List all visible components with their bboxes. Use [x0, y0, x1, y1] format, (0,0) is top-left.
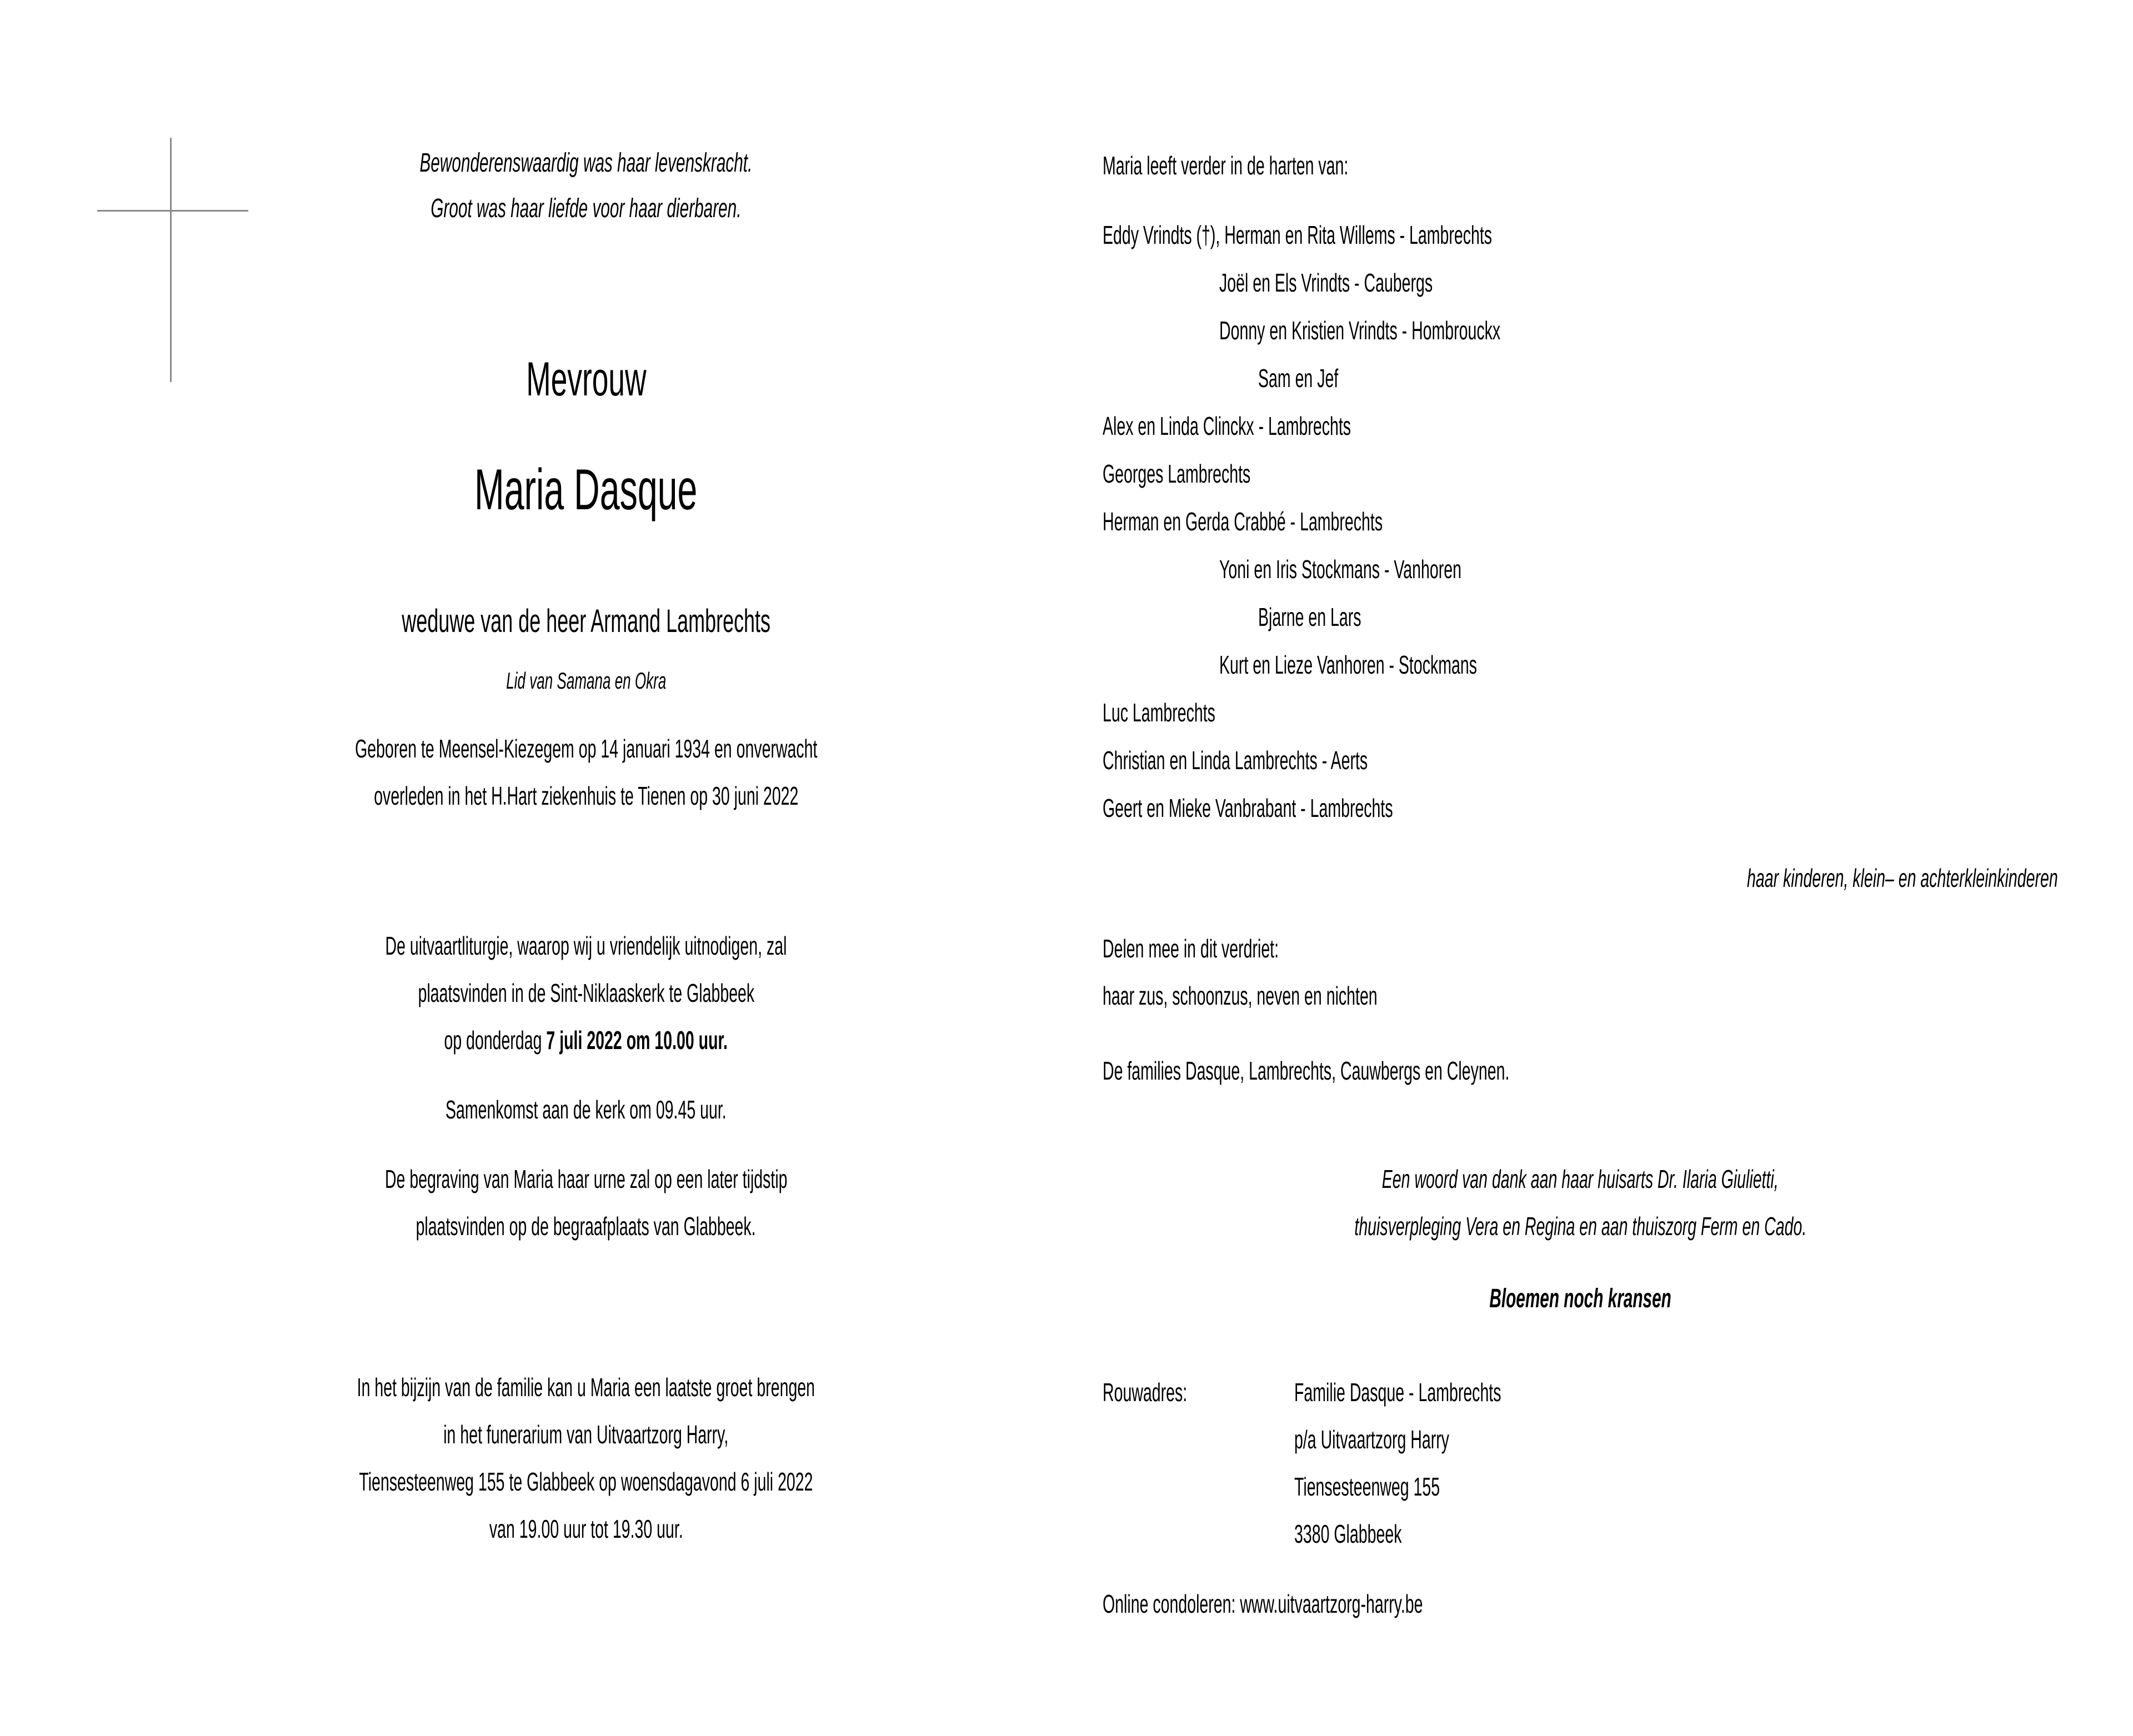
survivor-name: Alex en Linda Clinckx - Lambrechts — [1103, 412, 1351, 440]
list-item — [1103, 318, 2133, 343]
deceased-name-text: Maria Dasque — [474, 458, 698, 522]
address-label: Rouwadres: — [1103, 1378, 1188, 1407]
address-line: p/a Uitvaartzorg Harry — [1294, 1425, 1449, 1454]
burial-line-2-text: plaatsvinden op de begraafplaats van Glabbeek. — [415, 1212, 757, 1241]
list-item — [1103, 795, 2058, 821]
birth-line-text: Geboren te Meensel-Kiezegem op 14 januari 1934 en onverwacht — [354, 734, 818, 763]
survivor-name: Sam en Jef — [1258, 364, 1339, 393]
visitation-line-2-text: in het funerarium van Uitvaartzorg Harry, — [443, 1420, 729, 1449]
survivor-name: Joël en Els Vrindts - Caubergs — [1219, 268, 1433, 297]
online-condolences — [1103, 1591, 2058, 1617]
address-line: 3380 Glabbeek — [1294, 1519, 1402, 1548]
list-item — [1103, 747, 2058, 773]
survivor-name: Bjarne en Lars — [1258, 603, 1361, 631]
memberships-text: Lid van Samana en Okra — [505, 668, 667, 694]
burial-line-2 — [106, 1213, 1066, 1239]
right-column — [1103, 0, 2058, 1736]
service-line-3-group — [444, 1027, 728, 1053]
condolences-line — [1103, 983, 2058, 1009]
quote-line-1-text: Bewonderenswaardig was haar levenskracht. — [419, 148, 753, 178]
survivor-name: Kurt en Lieze Vanhoren - Stockmans — [1219, 650, 1477, 679]
survivor-name: Christian en Linda Lambrechts - Aerts — [1103, 746, 1368, 775]
thanks-line-2-text: thuisverpleging Vera en Regina en aan thuiszorg Ferm en Cado. — [1354, 1212, 1806, 1241]
service-line-1 — [106, 933, 1066, 959]
survivor-name: Donny en Kristien Vrindts - Hombrouckx — [1219, 316, 1501, 345]
survivor-name: Herman en Gerda Crabbé - Lambrechts — [1103, 507, 1383, 536]
list-item — [1103, 222, 2058, 248]
survivors-heading-text: Maria leeft verder in de harten van: — [1103, 151, 1349, 180]
list-item — [1103, 556, 2133, 582]
survivor-name: Geert en Mieke Vanbrabant - Lambrechts — [1103, 794, 1393, 822]
visitation-line-3 — [106, 1469, 1066, 1494]
thanks-line-2 — [1103, 1213, 2058, 1239]
survivor-name: Luc Lambrechts — [1103, 698, 1215, 727]
service-line-2 — [106, 980, 1066, 1006]
list-item — [1103, 413, 2058, 439]
quote-line-1 — [106, 150, 1066, 177]
thanks-line-1-text: Een woord van dank aan haar huisarts Dr. Ilaria Giulietti, — [1382, 1165, 1779, 1193]
list-item — [1103, 270, 2133, 295]
condolences-line-text: haar zus, schoonzus, neven en nichten — [1103, 981, 1378, 1010]
salutation — [106, 353, 1066, 406]
survivors-heading — [1103, 153, 2058, 178]
burial-line-1-text: De begraving van Maria haar urne zal op een later tijdstip — [384, 1165, 788, 1193]
service-line-2-text: plaatsvinden in de Sint-Niklaaskerk te Glabbeek — [418, 979, 754, 1007]
service-line-1-text: De uitvaartliturgie, waarop wij u vriendelijk uitnodigen, zal — [385, 931, 787, 960]
service-datetime-prefix: op donderdag — [444, 1026, 547, 1055]
service-datetime-bold: 7 juli 2022 om 10.00 uur. — [546, 1026, 728, 1055]
death-line — [106, 783, 1066, 809]
address-line: Familie Dasque - Lambrechts — [1294, 1378, 1501, 1407]
gathering-line — [106, 1097, 1066, 1122]
visitation-line-4-text: van 19.00 uur tot 19.30 uur. — [489, 1514, 683, 1543]
list-item — [1103, 365, 2133, 391]
visitation-line-4 — [106, 1516, 1066, 1542]
list-item — [1103, 509, 2058, 534]
address-line: Tiensesteenweg 155 — [1294, 1472, 1440, 1501]
burial-line-1 — [106, 1166, 1066, 1192]
descendants-note-text: haar kinderen, klein– en achterkleinkinderen — [1747, 864, 2058, 892]
families-line-text: De families Dasque, Lambrechts, Cauwbergs en Cleynen. — [1103, 1056, 1510, 1085]
left-column — [106, 0, 1066, 1736]
flowers-note-text: Bloemen noch kransen — [1489, 1284, 1671, 1313]
list-item — [1103, 604, 2133, 630]
spouse-line-text: weduwe van de heer Armand Lambrechts — [402, 603, 770, 639]
salutation-text: Mevrouw — [525, 353, 647, 406]
memberships — [106, 669, 1066, 693]
survivor-name: Eddy Vrindts (†), Herman en Rita Willems - Lambrechts — [1103, 220, 1493, 249]
service-line-3 — [106, 1027, 1066, 1053]
visitation-line-1-text: In het bijzijn van de familie kan u Maria een laatste groet brengen — [357, 1373, 815, 1402]
descendants-note — [1103, 865, 2058, 891]
list-item — [1103, 461, 2058, 486]
visitation-line-3-text: Tiensesteenweg 155 te Glabbeek op woensdagavond 6 juli 2022 — [359, 1467, 813, 1496]
quote-line-2-text: Groot was haar liefde voor haar dierbaren. — [430, 194, 742, 223]
visitation-line-1 — [106, 1374, 1066, 1400]
page-title — [106, 458, 1066, 522]
death-line-text: overleden in het H.Hart ziekenhuis te Tienen op 30 juni 2022 — [373, 781, 799, 810]
list-item — [1103, 652, 2133, 678]
survivor-name: Georges Lambrechts — [1103, 459, 1251, 488]
gathering-line-text: Samenkomst aan de kerk om 09.45 uur. — [445, 1095, 727, 1124]
spouse-line — [106, 605, 1066, 638]
survivor-name: Yoni en Iris Stockmans - Vanhoren — [1219, 555, 1461, 584]
condolences-heading — [1103, 936, 2058, 961]
list-item — [1103, 700, 2058, 725]
online-condolences-text[interactable]: Online condoleren: www.uitvaartzorg-harry.be — [1103, 1589, 1423, 1618]
birth-line — [106, 736, 1066, 761]
condolences-heading-text: Delen mee in dit verdriet: — [1103, 934, 1279, 963]
quote-line-2 — [106, 195, 1066, 222]
thanks-line-1 — [1103, 1166, 2058, 1192]
flowers-note — [1103, 1286, 2058, 1312]
visitation-line-2 — [106, 1422, 1066, 1447]
families-line — [1103, 1058, 2058, 1083]
